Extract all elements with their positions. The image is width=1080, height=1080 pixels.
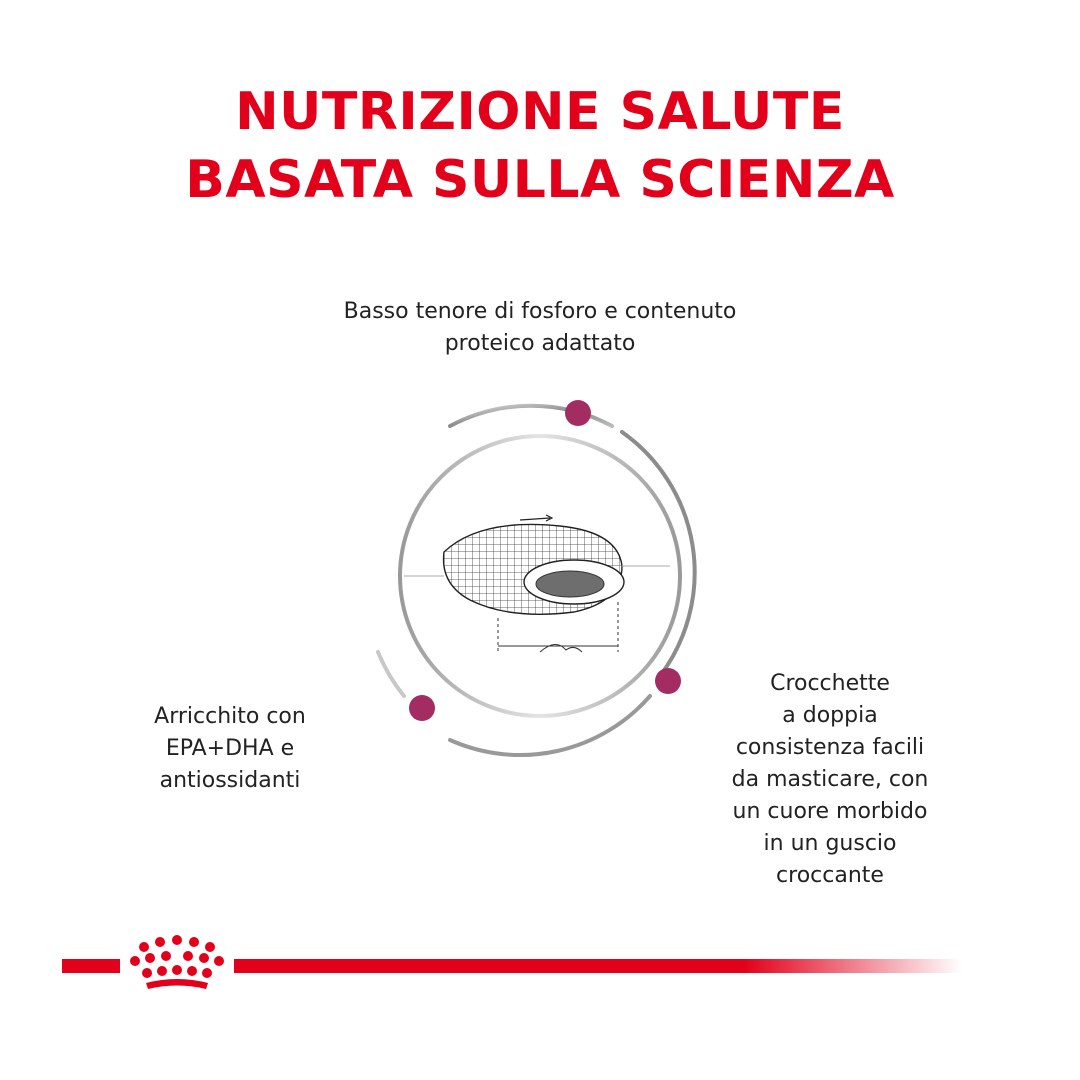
outer-ring-arc-left bbox=[378, 652, 404, 696]
claim-dual-texture-line: consistenza facili bbox=[735, 735, 925, 760]
claim-epa-dha-line: antiossidanti bbox=[159, 768, 301, 793]
claim-dual-texture-line: Crocchette bbox=[770, 671, 890, 696]
crown-logo-icon bbox=[130, 935, 224, 989]
brand-footer-graphic bbox=[62, 935, 962, 995]
headline-line-2: BASATA SULLA SCIENZA bbox=[185, 150, 895, 210]
claim-dual-texture-line: croccante bbox=[776, 863, 884, 888]
claim-phosphorus-line: Basso tenore di fosforo e contenuto bbox=[343, 299, 737, 324]
kibble-diagram bbox=[360, 390, 720, 760]
outer-ring-arc-bottom bbox=[450, 696, 650, 755]
claim-epa-dha-line: Arricchito con bbox=[154, 704, 306, 729]
claim-phosphorus-line: proteico adattato bbox=[444, 331, 636, 356]
accent-dot-top bbox=[565, 400, 591, 426]
brand-red-bar-right bbox=[234, 959, 962, 973]
claim-dual-texture bbox=[700, 668, 960, 892]
outer-ring-arc-right bbox=[622, 432, 695, 676]
claim-epa-dha-line: EPA+DHA e bbox=[165, 736, 295, 761]
claim-dual-texture-line: a doppia bbox=[782, 703, 878, 728]
claim-epa-dha bbox=[110, 701, 350, 797]
claim-dual-texture-line: in un guscio bbox=[763, 831, 897, 856]
claim-dual-texture-line: da masticare, con bbox=[731, 767, 929, 792]
headline-line-1: NUTRIZIONE SALUTE bbox=[235, 82, 845, 142]
accent-dot-left bbox=[409, 695, 435, 721]
claim-phosphorus bbox=[280, 296, 800, 360]
kibble-sketch-icon bbox=[404, 515, 670, 652]
headline bbox=[0, 78, 1080, 214]
brand-footer-line bbox=[62, 935, 962, 995]
kibble-diagram-graphic bbox=[360, 390, 720, 760]
brand-red-bar-left bbox=[62, 959, 120, 973]
claim-dual-texture-line: un cuore morbido bbox=[732, 799, 928, 824]
accent-dot-right bbox=[655, 668, 681, 694]
